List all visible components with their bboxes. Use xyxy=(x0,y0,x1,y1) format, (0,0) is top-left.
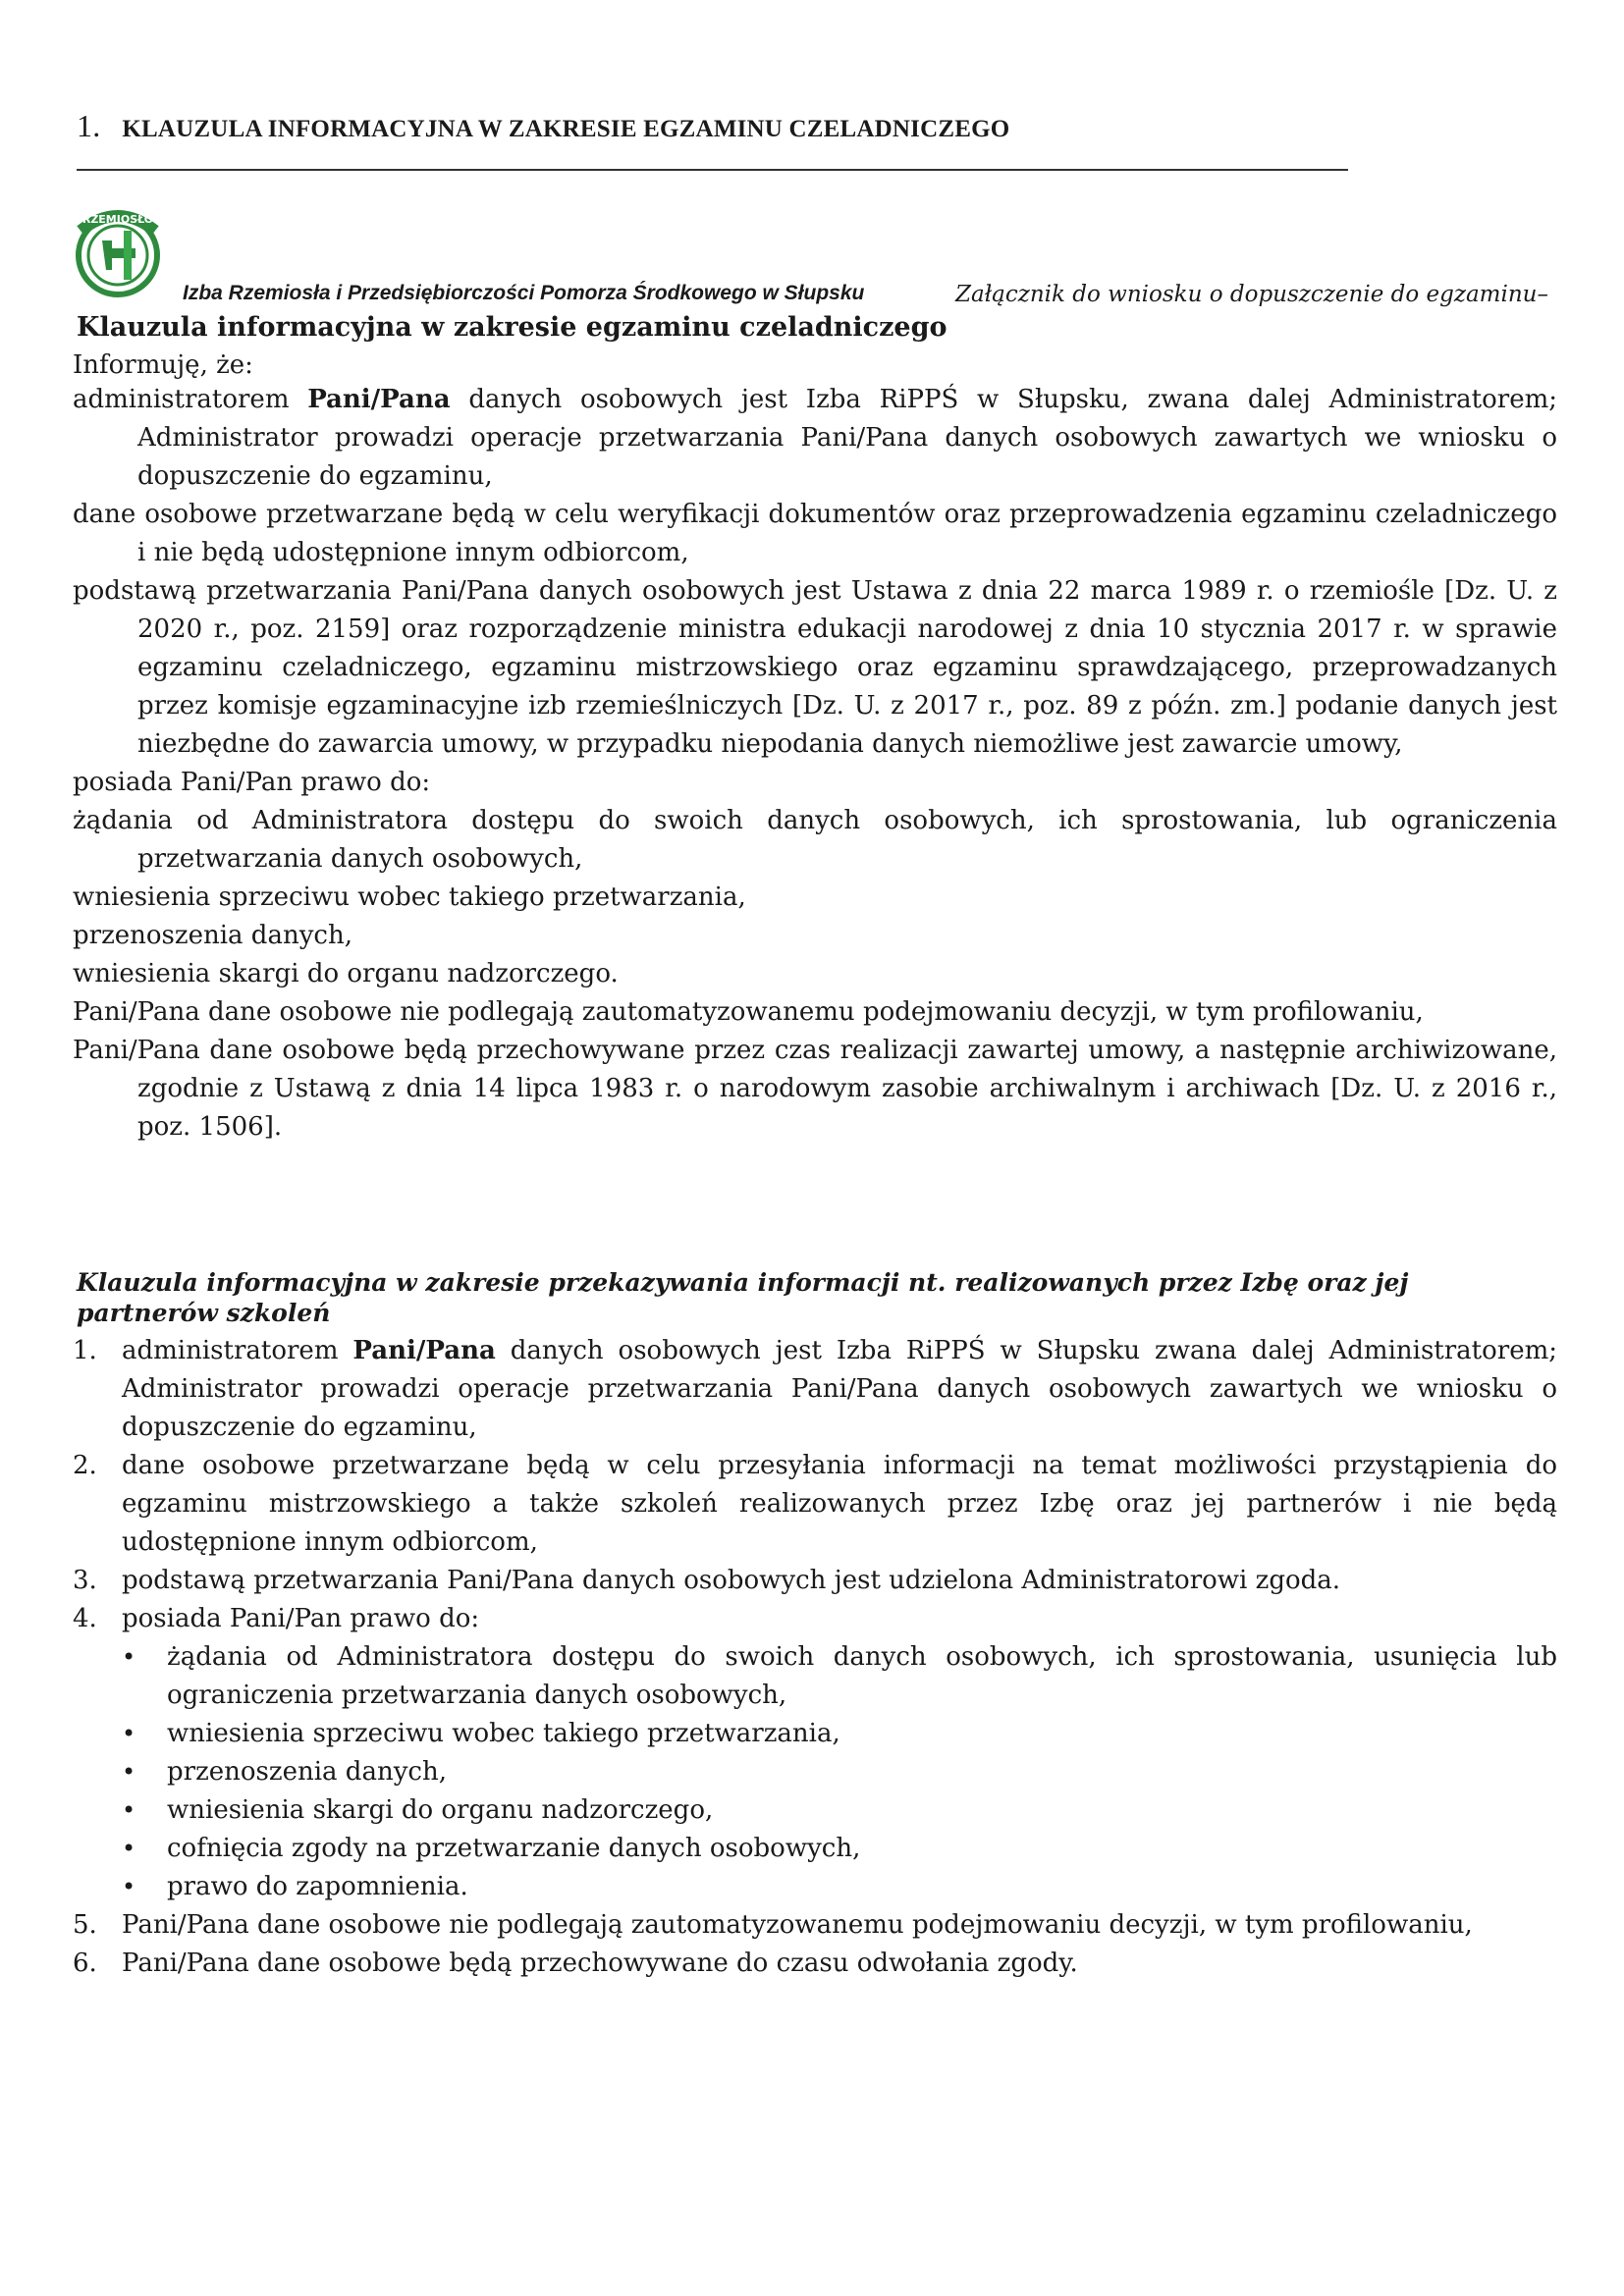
item-text: administratorem xyxy=(122,1336,353,1365)
heading-number: 1. xyxy=(77,108,101,143)
item-bold-text: Pani/Pana xyxy=(352,1336,496,1365)
heading-title: KLAUZULA INFORMACYJNA W ZAKRESIE EGZAMINU CZELADNICZEGO xyxy=(122,116,1010,142)
entry-text: administratorem xyxy=(73,385,308,414)
section1-entry: Pani/Pana dane osobowe będą przechowywane przez czas realizacji zawartej umowy, a następnie archiwizowane, zgodnie z Ustawą z dnia 14 lipca 1983 r. o narodowym zasobie archiwalnym i archiwach [Dz. U. z 2016 r., poz. 1506]. xyxy=(73,1036,1557,1142)
item-number: 4. xyxy=(73,1604,97,1633)
section1-entry: Pani/Pana dane osobowe nie podlegają zautomatyzowanemu podejmowaniu decyzji, w tym profilowaniu, xyxy=(73,997,1424,1027)
section1-entry: dane osobowe przetwarzane będą w celu weryfikacji dokumentów oraz przeprowadzenia egzaminu czeladniczego i nie będą udostępnione innym odbiorcom, xyxy=(73,500,1557,567)
list-item xyxy=(73,1562,1557,1600)
bullet-text: wniesienia skargi do organu nadzorczego, xyxy=(167,1795,714,1825)
bullet-text: przenoszenia danych, xyxy=(167,1757,447,1787)
item-number: 6. xyxy=(73,1949,97,1978)
bullet-text: wniesienia sprzeciwu wobec takiego przetwarzania, xyxy=(167,1719,840,1748)
heading-underline xyxy=(77,169,1348,171)
section1-entry xyxy=(73,381,1557,496)
bullet-icon: • xyxy=(122,1643,136,1671)
bullet-item xyxy=(73,1715,1557,1753)
list-item xyxy=(73,1332,1557,1447)
bullet-text: żądania od Administratora dostępu do swoich danych osobowych, ich sprostowania, usunięcia lub ograniczenia przetwarzania danych osobowych, xyxy=(167,1642,1557,1710)
rzemioslo-logo-icon xyxy=(73,201,163,303)
item-text: Pani/Pana dane osobowe będą przechowywane do czasu odwołania zgody. xyxy=(122,1949,1078,1978)
item-text: podstawą przetwarzania Pani/Pana danych osobowych jest udzielona Administratorowi zgoda. xyxy=(122,1566,1341,1595)
section1-entry: żądania od Administratora dostępu do swoich danych osobowych, ich sprostowania, lub ograniczenia przetwarzania danych osobowych, xyxy=(73,806,1557,874)
list-item xyxy=(73,1906,1557,1945)
bullet-icon: • xyxy=(122,1720,136,1747)
section2-list xyxy=(73,1332,1557,1983)
item-text: posiada Pani/Pan prawo do: xyxy=(122,1604,480,1633)
bullet-item xyxy=(73,1753,1557,1791)
section1-entry: wniesienia sprzeciwu wobec takiego przetwarzania, xyxy=(73,882,746,912)
item-number: 2. xyxy=(73,1451,97,1480)
bullet-icon: • xyxy=(122,1758,136,1786)
bullet-text: prawo do zapomnienia. xyxy=(167,1872,468,1901)
list-item xyxy=(73,1447,1557,1562)
entry-bold-text: Pani/Pana xyxy=(307,385,451,414)
bullet-item xyxy=(73,1638,1557,1715)
list-item xyxy=(73,1945,1557,1983)
item-text: dane osobowe przetwarzane będą w celu przesyłania informacji na temat możliwości przystąpienia do egzaminu mistrzowskiego a także szkoleń realizowanych przez Izbę oraz jej partnerów i nie będą udostępnione innym odbiorcom, xyxy=(122,1451,1557,1557)
section1-entry: wniesienia skargi do organu nadzorczego. xyxy=(73,959,619,988)
section1-title: Klauzula informacyjna w zakresie egzaminu czeladniczego xyxy=(77,312,947,343)
item-text: Pani/Pana dane osobowe nie podlegają zautomatyzowanemu podejmowaniu decyzji, w tym profilowaniu, xyxy=(122,1910,1473,1940)
section1-entry: posiada Pani/Pan prawo do: xyxy=(73,768,431,797)
item-text: danych osobowych jest Izba RiPPŚ w Słupsku zwana dalej Administratorem; Administrator prowadzi operacje przetwarzania Pani/Pana danych osobowych zawartych we wniosku o dopuszczenie do egzaminu, xyxy=(122,1336,1557,1442)
section1-entries xyxy=(73,381,1557,1147)
logo-text: RZEMIOSŁO xyxy=(81,213,154,226)
bullet-item xyxy=(73,1868,1557,1906)
bullet-icon: • xyxy=(122,1873,136,1900)
bullet-icon: • xyxy=(122,1796,136,1824)
entry-text: danych osobowych jest Izba RiPPŚ w Słupsku, zwana dalej Administratorem; Administrator prowadzi operacje przetwarzania Pani/Pana danych osobowych zawartych we wniosku o dopuszczenie do egzaminu, xyxy=(137,385,1558,491)
header-attachment: Załącznik do wniosku o dopuszczenie do egzaminu– xyxy=(955,282,1548,307)
bullet-item xyxy=(73,1791,1557,1830)
item-number: 3. xyxy=(73,1566,97,1595)
section1-intro: Informuję, że: xyxy=(73,350,253,380)
bullet-icon: • xyxy=(122,1835,136,1862)
rights-bullet-list xyxy=(73,1638,1557,1906)
section2-title: Klauzula informacyjna w zakresie przekazywania informacji nt. realizowanych przez Izbę oraz jej partnerów szkoleń xyxy=(77,1268,1409,1327)
item-number: 5. xyxy=(73,1910,97,1940)
section1-entry: podstawą przetwarzania Pani/Pana danych osobowych jest Ustawa z dnia 22 marca 1989 r. o rzemiośle [Dz. U. z 2020 r., poz. 2159] oraz rozporządzenie ministra edukacji narodowej z dnia 10 stycznia 2017 r. w sprawie egzaminu czeladniczego, egzaminu mistrzowskiego oraz egzaminu sprawdzającego, przeprowadzanych przez komisje egzaminacyjne izb rzemieślniczych [Dz. U. z 2017 r., poz. 89 z późn. zm.] podanie danych jest niezbędne do zawarcia umowy, w przypadku niepodania danych niemożliwe jest zawarcie umowy, xyxy=(73,576,1557,759)
bullet-item xyxy=(73,1830,1557,1868)
item-number: 1. xyxy=(73,1336,97,1365)
section1-entry: przenoszenia danych, xyxy=(73,921,352,950)
document-heading xyxy=(77,108,1009,144)
header-organization: Izba Rzemiosła i Przedsiębiorczości Pomorza Środkowego w Słupsku xyxy=(183,282,865,304)
list-item xyxy=(73,1600,1557,1638)
bullet-text: cofnięcia zgody na przetwarzanie danych osobowych, xyxy=(167,1834,861,1863)
